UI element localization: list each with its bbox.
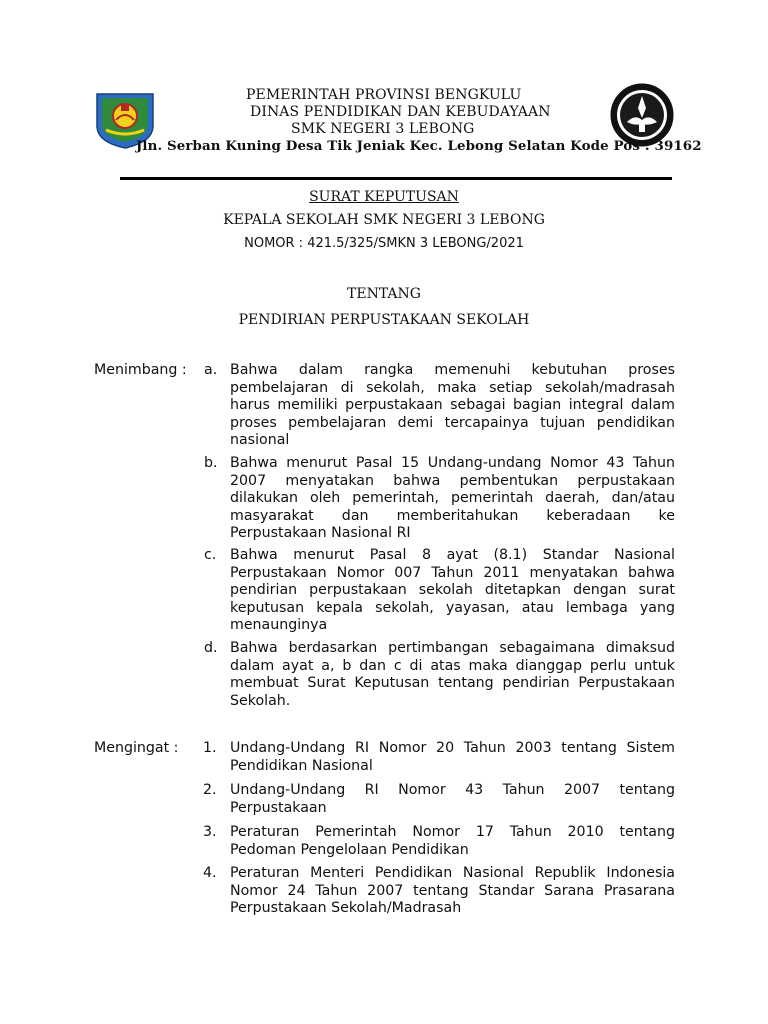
menimbang-marker-a: a.	[204, 362, 218, 378]
mengingat-item-1: Undang-Undang RI Nomor 20 Tahun 2003 tentang Sistem Pendidikan Nasional	[230, 740, 675, 774]
mengingat-item-3: Peraturan Pemerintah Nomor 17 Tahun 2010 tentang Pedoman Pengelolaan Pendidikan	[230, 824, 675, 858]
mengingat-item-2: Undang-Undang RI Nomor 43 Tahun 2007 tentang Perpustakaan	[230, 782, 675, 816]
menimbang-label: Menimbang :	[94, 362, 187, 378]
mengingat-marker-1: 1.	[203, 740, 217, 756]
menimbang-marker-d: d.	[204, 640, 218, 656]
header-address: Jln. Serban Kuning Desa Tik Jeniak Kec. Lebong Selatan Kode Pos : 39162	[136, 138, 702, 154]
mengingat-marker-3: 3.	[203, 824, 217, 840]
header-department: DINAS PENDIDIKAN DAN KEBUDAYAAN	[250, 104, 551, 120]
mengingat-label: Mengingat :	[94, 740, 179, 756]
document-type: SURAT KEPUTUSAN	[309, 189, 459, 205]
mengingat-marker-4: 4.	[203, 865, 217, 881]
document-subject: PENDIRIAN PERPUSTAKAAN SEKOLAH	[238, 312, 530, 328]
menimbang-item-b: Bahwa menurut Pasal 15 Undang-undang Nomor 43 Tahun 2007 menyatakan bahwa pembentukan perpustakaan dilakukan oleh pemerintah, pemerintah daerah, dan/atau masyarakat dan memberitahukan keberadaan ke Perpustakaan Nasional RI	[230, 455, 675, 541]
document-about: TENTANG	[347, 286, 421, 302]
menimbang-item-c: Bahwa menurut Pasal 8 ayat (8.1) Standar Nasional Perpustakaan Nomor 007 Tahun 2011 menyatakan bahwa pendirian perpustakaan sekolah ditetapkan dengan surat keputusan kepala sekolah, yayasan, atau lembaga yang menaunginya	[230, 547, 675, 633]
header-government: PEMERINTAH PROVINSI BENGKULU	[246, 87, 522, 103]
header-divider	[120, 177, 672, 180]
mengingat-item-4: Peraturan Menteri Pendidikan Nasional Republik Indonesia Nomor 24 Tahun 2007 tentang Standar Sarana Prasarana Perpustakaan Sekolah/Madrasah	[230, 865, 675, 916]
menimbang-marker-c: c.	[204, 547, 217, 563]
menimbang-item-a: Bahwa dalam rangka memenuhi kebutuhan proses pembelajaran di sekolah, maka setiap sekolah/madrasah harus memiliki perpustakaan sebagai bagian integral dalam proses pembelajaran demi tercapainya tujuan pendidikan nasional	[230, 362, 675, 448]
menimbang-marker-b: b.	[204, 455, 218, 471]
menimbang-item-d: Bahwa berdasarkan pertimbangan sebagaimana dimaksud dalam ayat a, b dan c di atas maka dianggap perlu untuk membuat Surat Keputusan tentang pendirian Perpustakaan Sekolah.	[230, 640, 675, 709]
document-issuer: KEPALA SEKOLAH SMK NEGERI 3 LEBONG	[223, 212, 545, 228]
header-school: SMK NEGERI 3 LEBONG	[291, 121, 475, 137]
mengingat-marker-2: 2.	[203, 782, 217, 798]
document-number: NOMOR : 421.5/325/SMKN 3 LEBONG/2021	[244, 236, 524, 251]
